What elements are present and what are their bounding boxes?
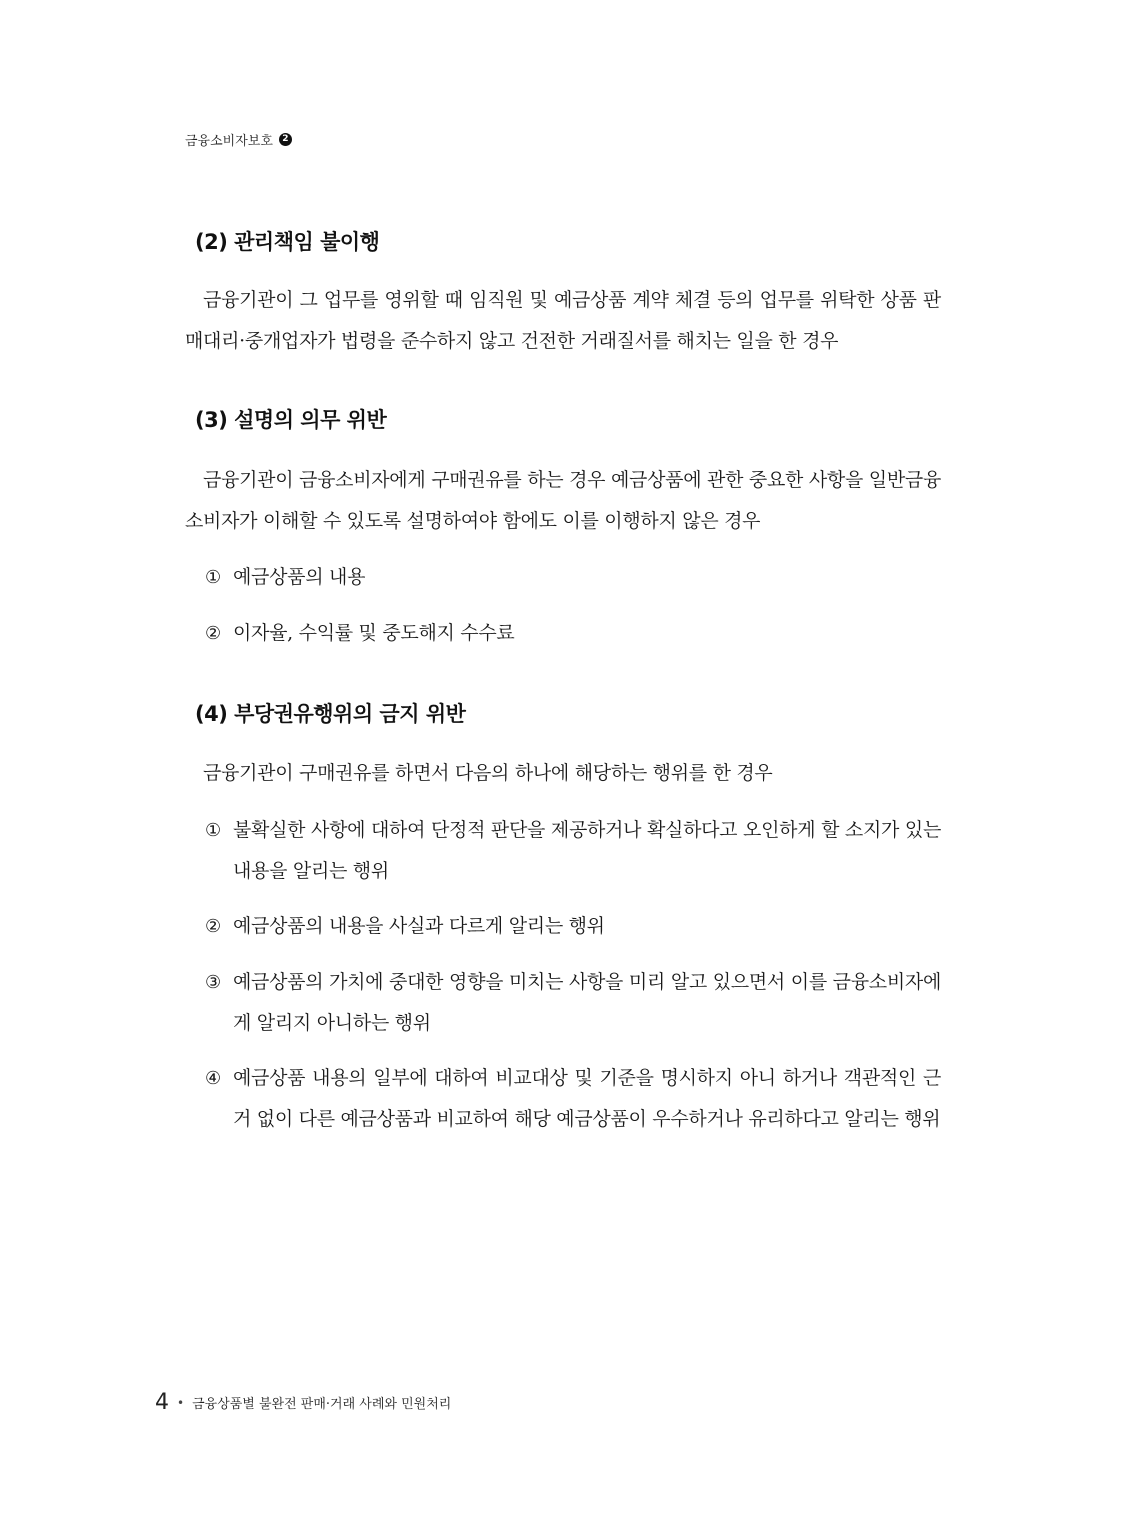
footer-separator: •: [177, 1395, 185, 1410]
list-marker: ②: [205, 623, 221, 644]
list-item: [205, 906, 941, 947]
list-marker: ②: [205, 916, 221, 937]
section-heading-explanation-duty: (3) 설명의 의무 위반: [195, 408, 387, 432]
list-item: [205, 810, 941, 892]
list-item-text: 예금상품의 가치에 중대한 영향을 미치는 사항을 미리 알고 있으면서 이를 금융소비자에게 알리지 아니하는 행위: [233, 971, 941, 1034]
chapter-badge: 2: [279, 133, 292, 146]
section-heading-management-responsibility: (2) 관리책임 불이행: [195, 230, 380, 254]
list-item: [205, 962, 941, 1044]
running-title: 금융소비자보호: [185, 134, 273, 149]
page-number: 4: [155, 1390, 169, 1415]
list-item: [205, 557, 941, 598]
list-marker: ④: [205, 1068, 221, 1089]
section-heading-unfair-solicitation: (4) 부당권유행위의 금지 위반: [195, 702, 466, 726]
section-paragraph: 금융기관이 금융소비자에게 구매권유를 하는 경우 예금상품에 관한 중요한 사항을 일반금융소비자가 이해할 수 있도록 설명하여야 함에도 이를 이행하지 않은 경우: [185, 469, 941, 532]
section-paragraph: 금융기관이 구매권유를 하면서 다음의 하나에 해당하는 행위를 한 경우: [203, 762, 773, 784]
page-footer: [155, 1390, 451, 1415]
list-item-text: 예금상품 내용의 일부에 대하여 비교대상 및 기준을 명시하지 아니 하거나 객관적인 근거 없이 다른 예금상품과 비교하여 해당 예금상품이 우수하거나 유리하다고 알리는 행위: [233, 1067, 941, 1130]
list-item-text: 불확실한 사항에 대하여 단정적 판단을 제공하거나 확실하다고 오인하게 할 소지가 있는 내용을 알리는 행위: [233, 819, 941, 882]
running-header: [185, 130, 292, 149]
section-paragraph: 금융기관이 그 업무를 영위할 때 임직원 및 예금상품 계약 체결 등의 업무를 위탁한 상품 판매대리·중개업자가 법령을 준수하지 않고 건전한 거래질서를 해치는 일을 한 경우: [185, 289, 941, 352]
list-item-text: 이자율, 수익률 및 중도해지 수수료: [233, 622, 515, 644]
list-marker: ③: [205, 972, 221, 993]
list-marker: ①: [205, 567, 221, 588]
list-marker: ①: [205, 820, 221, 841]
list-item: [205, 1058, 941, 1140]
footer-book-title: 금융상품별 불완전 판매·거래 사례와 민원처리: [192, 1397, 452, 1412]
list-item: [205, 613, 941, 654]
list-item-text: 예금상품의 내용을 사실과 다르게 알리는 행위: [233, 915, 605, 937]
list-item-text: 예금상품의 내용: [233, 566, 366, 588]
